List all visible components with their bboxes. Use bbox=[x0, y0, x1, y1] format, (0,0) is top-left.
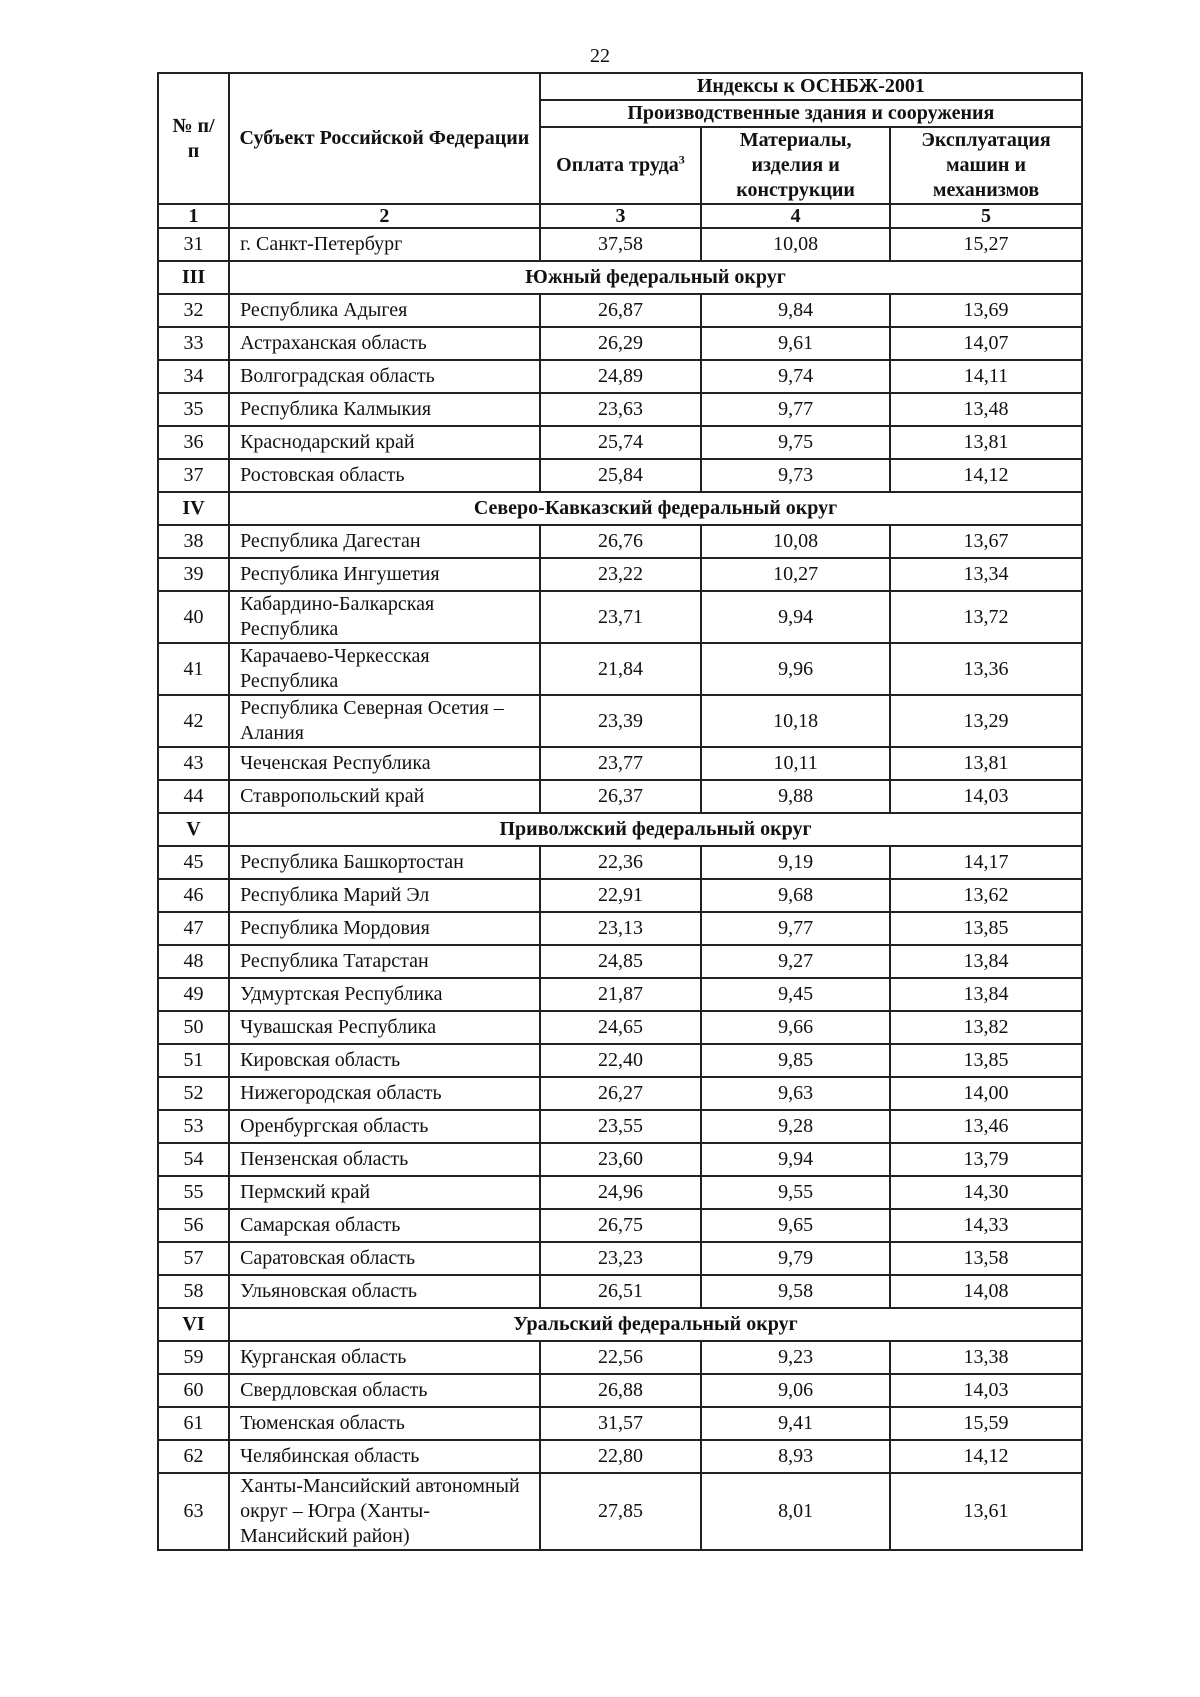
materials-index: 10,18 bbox=[701, 695, 890, 747]
table-row bbox=[158, 695, 1082, 747]
table-row bbox=[158, 978, 1082, 1011]
section-number: III bbox=[158, 261, 229, 294]
region-name: Курганская область bbox=[229, 1341, 540, 1374]
row-number: 62 bbox=[158, 1440, 229, 1473]
machines-index: 13,84 bbox=[890, 945, 1082, 978]
materials-index: 10,08 bbox=[701, 525, 890, 558]
row-number: 33 bbox=[158, 327, 229, 360]
header-indices-title: Индексы к ОСНБЖ-2001 bbox=[540, 73, 1082, 100]
machines-index: 13,84 bbox=[890, 978, 1082, 1011]
table-row bbox=[158, 846, 1082, 879]
row-number: 63 bbox=[158, 1473, 229, 1550]
table-row bbox=[158, 327, 1082, 360]
labor-index: 23,39 bbox=[540, 695, 701, 747]
row-number: 57 bbox=[158, 1242, 229, 1275]
column-number: 1 bbox=[158, 204, 229, 228]
section-row bbox=[158, 1308, 1082, 1341]
machines-index: 14,12 bbox=[890, 1440, 1082, 1473]
machines-index: 13,48 bbox=[890, 393, 1082, 426]
table-row bbox=[158, 1044, 1082, 1077]
table-row bbox=[158, 1077, 1082, 1110]
row-number: 40 bbox=[158, 591, 229, 643]
header-materials: Материалы, изделия и конструкции bbox=[701, 127, 890, 204]
labor-index: 24,96 bbox=[540, 1176, 701, 1209]
machines-index: 14,11 bbox=[890, 360, 1082, 393]
table-row bbox=[158, 393, 1082, 426]
labor-index: 26,29 bbox=[540, 327, 701, 360]
materials-index: 9,77 bbox=[701, 912, 890, 945]
table-row bbox=[158, 1275, 1082, 1308]
region-name: Удмуртская Республика bbox=[229, 978, 540, 1011]
table-row bbox=[158, 360, 1082, 393]
row-number: 37 bbox=[158, 459, 229, 492]
page-number: 22 bbox=[590, 45, 610, 67]
row-number: 39 bbox=[158, 558, 229, 591]
section-title: Северо-Кавказский федеральный округ bbox=[229, 492, 1082, 525]
region-name: Республика Дагестан bbox=[229, 525, 540, 558]
machines-index: 14,03 bbox=[890, 1374, 1082, 1407]
machines-index: 15,59 bbox=[890, 1407, 1082, 1440]
section-title: Приволжский федеральный округ bbox=[229, 813, 1082, 846]
machines-index: 13,79 bbox=[890, 1143, 1082, 1176]
materials-index: 10,08 bbox=[701, 228, 890, 261]
table-row bbox=[158, 591, 1082, 643]
labor-index: 26,37 bbox=[540, 780, 701, 813]
section-title: Уральский федеральный округ bbox=[229, 1308, 1082, 1341]
row-number: 50 bbox=[158, 1011, 229, 1044]
labor-index: 23,23 bbox=[540, 1242, 701, 1275]
materials-index: 9,94 bbox=[701, 591, 890, 643]
machines-index: 13,85 bbox=[890, 912, 1082, 945]
materials-index: 9,23 bbox=[701, 1341, 890, 1374]
labor-index: 26,27 bbox=[540, 1077, 701, 1110]
machines-index: 13,81 bbox=[890, 747, 1082, 780]
table-row bbox=[158, 1440, 1082, 1473]
row-number: 51 bbox=[158, 1044, 229, 1077]
labor-index: 24,85 bbox=[540, 945, 701, 978]
region-name: Свердловская область bbox=[229, 1374, 540, 1407]
row-number: 59 bbox=[158, 1341, 229, 1374]
table-row bbox=[158, 1341, 1082, 1374]
machines-index: 13,82 bbox=[890, 1011, 1082, 1044]
labor-index: 23,77 bbox=[540, 747, 701, 780]
labor-index: 31,57 bbox=[540, 1407, 701, 1440]
header-machines: Эксплуатация машин и механизмов bbox=[890, 127, 1082, 204]
labor-index: 23,55 bbox=[540, 1110, 701, 1143]
region-name: Ханты-Мансийский автономный округ – Югра (Ханты-Мансийский район) bbox=[229, 1473, 540, 1550]
table-row bbox=[158, 1011, 1082, 1044]
column-number: 5 bbox=[890, 204, 1082, 228]
labor-index: 23,63 bbox=[540, 393, 701, 426]
row-number: 43 bbox=[158, 747, 229, 780]
row-number: 34 bbox=[158, 360, 229, 393]
row-number: 60 bbox=[158, 1374, 229, 1407]
region-name: Кабардино-Балкарская Республика bbox=[229, 591, 540, 643]
row-number: 41 bbox=[158, 643, 229, 695]
table-row bbox=[158, 459, 1082, 492]
materials-index: 9,28 bbox=[701, 1110, 890, 1143]
machines-index: 13,58 bbox=[890, 1242, 1082, 1275]
materials-index: 9,19 bbox=[701, 846, 890, 879]
region-name: Оренбургская область bbox=[229, 1110, 540, 1143]
region-name: Самарская область bbox=[229, 1209, 540, 1242]
row-number: 54 bbox=[158, 1143, 229, 1176]
table-row bbox=[158, 1374, 1082, 1407]
column-number: 4 bbox=[701, 204, 890, 228]
section-number: VI bbox=[158, 1308, 229, 1341]
machines-index: 13,72 bbox=[890, 591, 1082, 643]
table-row bbox=[158, 945, 1082, 978]
materials-index: 9,55 bbox=[701, 1176, 890, 1209]
row-number: 47 bbox=[158, 912, 229, 945]
table-row bbox=[158, 1209, 1082, 1242]
table-row bbox=[158, 643, 1082, 695]
materials-index: 10,27 bbox=[701, 558, 890, 591]
region-name: Нижегородская область bbox=[229, 1077, 540, 1110]
table-row bbox=[158, 1407, 1082, 1440]
labor-index: 37,58 bbox=[540, 228, 701, 261]
row-number: 58 bbox=[158, 1275, 229, 1308]
materials-index: 9,61 bbox=[701, 327, 890, 360]
region-name: г. Санкт-Петербург bbox=[229, 228, 540, 261]
machines-index: 13,81 bbox=[890, 426, 1082, 459]
materials-index: 9,27 bbox=[701, 945, 890, 978]
row-number: 38 bbox=[158, 525, 229, 558]
region-name: Пермский край bbox=[229, 1176, 540, 1209]
header-num: № п/п bbox=[158, 73, 229, 204]
machines-index: 13,62 bbox=[890, 879, 1082, 912]
labor-index: 27,85 bbox=[540, 1473, 701, 1550]
materials-index: 9,73 bbox=[701, 459, 890, 492]
labor-index: 23,13 bbox=[540, 912, 701, 945]
labor-index: 21,87 bbox=[540, 978, 701, 1011]
region-name: Республика Башкортостан bbox=[229, 846, 540, 879]
materials-index: 9,45 bbox=[701, 978, 890, 1011]
materials-index: 9,74 bbox=[701, 360, 890, 393]
region-name: Волгоградская область bbox=[229, 360, 540, 393]
region-name: Республика Адыгея bbox=[229, 294, 540, 327]
materials-index: 8,01 bbox=[701, 1473, 890, 1550]
machines-index: 13,46 bbox=[890, 1110, 1082, 1143]
labor-index: 22,80 bbox=[540, 1440, 701, 1473]
header-labor-label: Оплата труда bbox=[556, 154, 679, 176]
materials-index: 9,58 bbox=[701, 1275, 890, 1308]
region-name: Краснодарский край bbox=[229, 426, 540, 459]
materials-index: 9,41 bbox=[701, 1407, 890, 1440]
machines-index: 14,17 bbox=[890, 846, 1082, 879]
machines-index: 14,30 bbox=[890, 1176, 1082, 1209]
row-number: 55 bbox=[158, 1176, 229, 1209]
materials-index: 9,79 bbox=[701, 1242, 890, 1275]
section-number: V bbox=[158, 813, 229, 846]
region-name: Ульяновская область bbox=[229, 1275, 540, 1308]
row-number: 53 bbox=[158, 1110, 229, 1143]
region-name: Ростовская область bbox=[229, 459, 540, 492]
region-name: Пензенская область bbox=[229, 1143, 540, 1176]
table-body bbox=[158, 228, 1082, 1550]
labor-index: 23,71 bbox=[540, 591, 701, 643]
region-name: Республика Марий Эл bbox=[229, 879, 540, 912]
row-number: 42 bbox=[158, 695, 229, 747]
materials-index: 9,68 bbox=[701, 879, 890, 912]
materials-index: 9,63 bbox=[701, 1077, 890, 1110]
row-number: 49 bbox=[158, 978, 229, 1011]
labor-index: 23,22 bbox=[540, 558, 701, 591]
table-row bbox=[158, 747, 1082, 780]
materials-index: 9,84 bbox=[701, 294, 890, 327]
labor-index: 24,89 bbox=[540, 360, 701, 393]
section-row bbox=[158, 261, 1082, 294]
materials-index: 9,65 bbox=[701, 1209, 890, 1242]
row-number: 48 bbox=[158, 945, 229, 978]
footnote-marker: 3 bbox=[678, 152, 685, 167]
labor-index: 26,75 bbox=[540, 1209, 701, 1242]
section-row bbox=[158, 492, 1082, 525]
row-number: 45 bbox=[158, 846, 229, 879]
table-row bbox=[158, 525, 1082, 558]
labor-index: 25,74 bbox=[540, 426, 701, 459]
machines-index: 15,27 bbox=[890, 228, 1082, 261]
table-row bbox=[158, 294, 1082, 327]
labor-index: 24,65 bbox=[540, 1011, 701, 1044]
region-name: Республика Северная Осетия – Алания bbox=[229, 695, 540, 747]
materials-index: 9,88 bbox=[701, 780, 890, 813]
row-number: 46 bbox=[158, 879, 229, 912]
row-number: 52 bbox=[158, 1077, 229, 1110]
table-row bbox=[158, 1143, 1082, 1176]
region-name: Саратовская область bbox=[229, 1242, 540, 1275]
column-number: 2 bbox=[229, 204, 540, 228]
table-row bbox=[158, 879, 1082, 912]
row-number: 61 bbox=[158, 1407, 229, 1440]
table-row bbox=[158, 228, 1082, 261]
region-name: Карачаево-Черкесская Республика bbox=[229, 643, 540, 695]
column-number: 3 bbox=[540, 204, 701, 228]
labor-index: 26,51 bbox=[540, 1275, 701, 1308]
region-name: Республика Мордовия bbox=[229, 912, 540, 945]
section-number: IV bbox=[158, 492, 229, 525]
region-name: Республика Калмыкия bbox=[229, 393, 540, 426]
materials-index: 9,94 bbox=[701, 1143, 890, 1176]
materials-index: 9,06 bbox=[701, 1374, 890, 1407]
region-name: Республика Ингушетия bbox=[229, 558, 540, 591]
region-name: Чувашская Республика bbox=[229, 1011, 540, 1044]
labor-index: 22,91 bbox=[540, 879, 701, 912]
section-row bbox=[158, 813, 1082, 846]
labor-index: 26,87 bbox=[540, 294, 701, 327]
table-row bbox=[158, 912, 1082, 945]
table-row bbox=[158, 1242, 1082, 1275]
labor-index: 22,40 bbox=[540, 1044, 701, 1077]
row-number: 31 bbox=[158, 228, 229, 261]
machines-index: 13,69 bbox=[890, 294, 1082, 327]
row-number: 32 bbox=[158, 294, 229, 327]
region-name: Тюменская область bbox=[229, 1407, 540, 1440]
row-number: 44 bbox=[158, 780, 229, 813]
section-title: Южный федеральный округ bbox=[229, 261, 1082, 294]
materials-index: 9,96 bbox=[701, 643, 890, 695]
machines-index: 14,00 bbox=[890, 1077, 1082, 1110]
labor-index: 21,84 bbox=[540, 643, 701, 695]
machines-index: 14,07 bbox=[890, 327, 1082, 360]
region-name: Кировская область bbox=[229, 1044, 540, 1077]
region-name: Чеченская Республика bbox=[229, 747, 540, 780]
labor-index: 26,76 bbox=[540, 525, 701, 558]
materials-index: 9,77 bbox=[701, 393, 890, 426]
labor-index: 25,84 bbox=[540, 459, 701, 492]
materials-index: 8,93 bbox=[701, 1440, 890, 1473]
row-number: 56 bbox=[158, 1209, 229, 1242]
labor-index: 23,60 bbox=[540, 1143, 701, 1176]
labor-index: 22,36 bbox=[540, 846, 701, 879]
materials-index: 10,11 bbox=[701, 747, 890, 780]
header-subject: Субъект Российской Федерации bbox=[229, 73, 540, 204]
table-row bbox=[158, 780, 1082, 813]
machines-index: 14,33 bbox=[890, 1209, 1082, 1242]
row-number: 35 bbox=[158, 393, 229, 426]
header-labor bbox=[540, 127, 701, 204]
table-row bbox=[158, 558, 1082, 591]
table-row bbox=[158, 426, 1082, 459]
materials-index: 9,75 bbox=[701, 426, 890, 459]
machines-index: 13,29 bbox=[890, 695, 1082, 747]
indices-table bbox=[157, 72, 1083, 1551]
region-name: Республика Татарстан bbox=[229, 945, 540, 978]
machines-index: 13,85 bbox=[890, 1044, 1082, 1077]
materials-index: 9,85 bbox=[701, 1044, 890, 1077]
table-row bbox=[158, 1176, 1082, 1209]
machines-index: 14,08 bbox=[890, 1275, 1082, 1308]
machines-index: 14,03 bbox=[890, 780, 1082, 813]
table-row bbox=[158, 1473, 1082, 1550]
labor-index: 26,88 bbox=[540, 1374, 701, 1407]
region-name: Челябинская область bbox=[229, 1440, 540, 1473]
machines-index: 13,38 bbox=[890, 1341, 1082, 1374]
header-group-title: Производственные здания и сооружения bbox=[540, 100, 1082, 127]
labor-index: 22,56 bbox=[540, 1341, 701, 1374]
machines-index: 14,12 bbox=[890, 459, 1082, 492]
machines-index: 13,61 bbox=[890, 1473, 1082, 1550]
table-row bbox=[158, 1110, 1082, 1143]
machines-index: 13,36 bbox=[890, 643, 1082, 695]
region-name: Астраханская область bbox=[229, 327, 540, 360]
materials-index: 9,66 bbox=[701, 1011, 890, 1044]
machines-index: 13,67 bbox=[890, 525, 1082, 558]
row-number: 36 bbox=[158, 426, 229, 459]
machines-index: 13,34 bbox=[890, 558, 1082, 591]
region-name: Ставропольский край bbox=[229, 780, 540, 813]
